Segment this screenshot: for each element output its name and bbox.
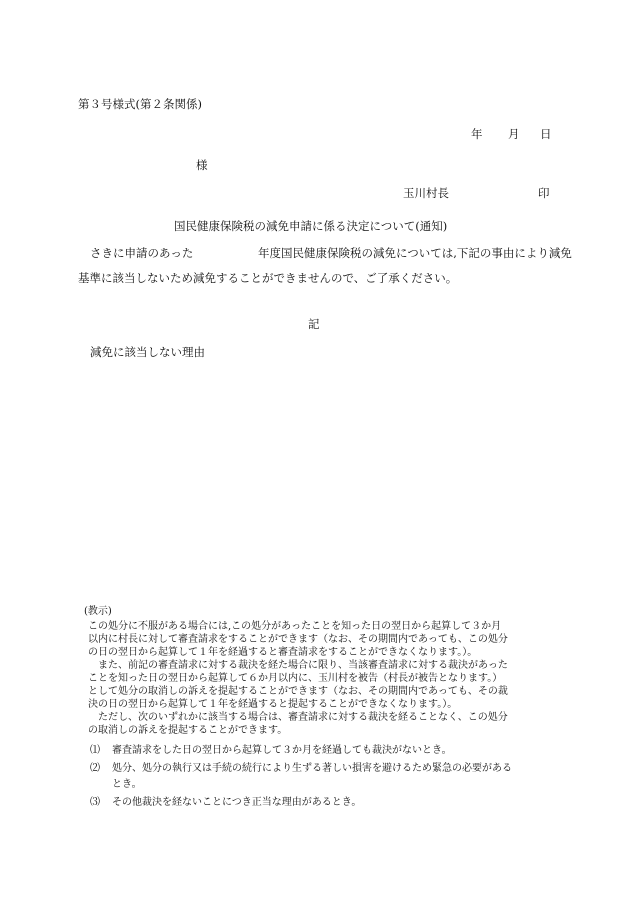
item-text: その他裁決を経ないことにつき正当な理由があるとき。 xyxy=(112,797,362,808)
body-line1-prefix: さきに申請のあった xyxy=(90,246,194,260)
notice-line: ただし、次のいずれかに該当する場合は、審査請求に対する裁決を経ることなく、この処分 xyxy=(88,712,508,723)
document-title: 国民健康保険税の減免申請に係る決定について(通知) xyxy=(174,219,448,233)
notice-line: 以内に村長に対して審査請求をすることができます（なお、その期間内であっても、この処分 xyxy=(88,634,508,645)
notice-line: また、前記の審査請求に対する裁決を経た場合に限り、当該審査請求に対する裁決があった xyxy=(88,660,508,671)
addressee-suffix: 様 xyxy=(196,158,208,172)
sender-name: 玉川村長 xyxy=(403,186,449,200)
body-line1-suffix: 年度国民健康保険税の減免については,下記の事由により減免 xyxy=(258,246,572,260)
item-number: ⑶ xyxy=(90,797,100,808)
notice-line: 決の日の翌日から起算して１年を経過すると提起することができなくなります。）。 xyxy=(88,699,458,710)
notice-line: の取消しの訴えを提起することができます。 xyxy=(88,725,288,736)
notice-line: として処分の取消しの訴えを提起することができます（なお、その期間内であっても、その裁 xyxy=(88,686,508,697)
notice-heading: (教示) xyxy=(84,606,112,617)
item-text: 審査請求をした日の翌日から起算して３か月を経過しても裁決がないとき。 xyxy=(112,745,452,756)
notice-line: ことを知った日の翌日から起算して６か月以内に、玉川村を被告（村長が被告となります。） xyxy=(88,673,503,684)
item-number: ⑵ xyxy=(90,763,100,774)
form-number-label: 第３号様式(第２条関係) xyxy=(78,97,202,111)
item-number: ⑴ xyxy=(90,745,100,756)
item-text-continuation: とき。 xyxy=(112,779,142,790)
ki-heading: 記 xyxy=(308,317,320,331)
notice-line: この処分に不服がある場合には,この処分があったことを知った日の翌日から起算して３か月 xyxy=(88,621,502,632)
reason-label: 減免に該当しない理由 xyxy=(90,345,205,359)
item-text: 処分、処分の執行又は手続の続行により生ずる著しい損害を避けるため緊急の必要がある xyxy=(112,763,512,774)
notice-line: の日の翌日から起算して１年を経過すると審査請求をすることができなくなります。）。 xyxy=(88,647,478,658)
date-year: 年 xyxy=(471,127,483,141)
date-month: 月 xyxy=(508,127,520,141)
body-line2: 基準に該当しないため減免することができませんので、ご了承ください。 xyxy=(78,271,458,285)
date-day: 日 xyxy=(540,127,552,141)
seal-mark: 印 xyxy=(538,186,550,200)
